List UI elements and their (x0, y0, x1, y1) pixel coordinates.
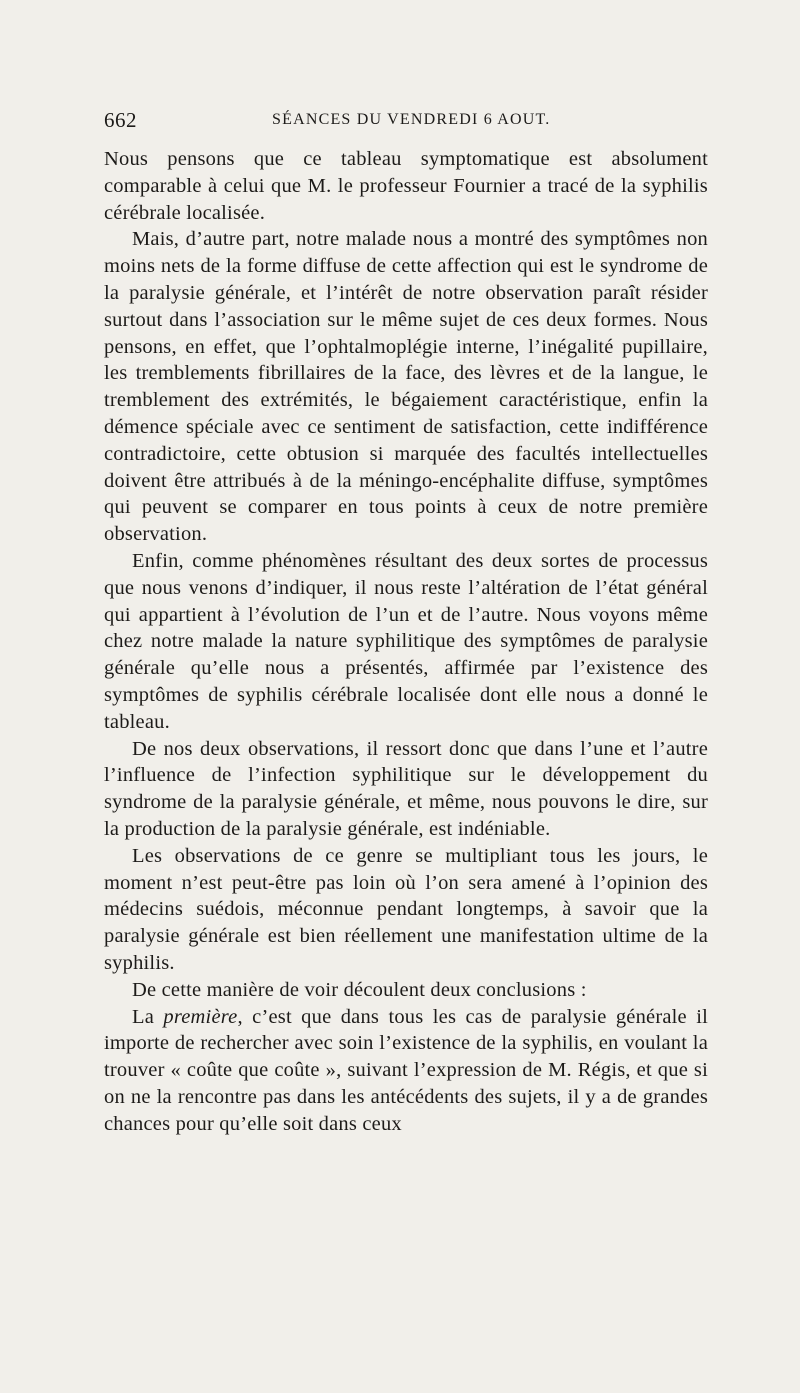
page-number: 662 (104, 108, 137, 132)
paragraph-7-lead: La (132, 1005, 164, 1028)
paragraph-5: Les observations de ce genre se multipliant tous les jours, le moment n’est peut-être pas loin où l’on sera amené à l’opinion des médecins suédois, méconnue pendant longtemps, à savoir que la paralysie générale est bien réellement une manifestation ultime de la syphilis. (104, 844, 708, 974)
body-text (104, 146, 708, 1137)
paragraph-2: Mais, d’autre part, notre malade nous a montré des symptômes non moins nets de la forme diffuse de cette affection qui est le syndrome de la paralysie générale, et l’intérêt de notre observation paraît résider surtout dans l’association sur le même sujet de ces deux formes. Nous pensons, en effet, que l’ophtalmoplégie interne, l’inégalité pupillaire, les tremblements fibrillaires de la face, des lèvres et de la langue, le tremblement des extrémités, le bégaiement caractéristique, enfin la démence spéciale avec ce sentiment de satisfaction, cette indifférence contradictoire, cette obtusion si marquée des facultés intellectuelles doivent être attribués à de la méningo-encéphalite diffuse, symptômes qui peuvent se comparer en tous points à ceux de notre première observation. (104, 228, 708, 546)
paragraph-4: De nos deux observations, il ressort donc que dans l’une et l’autre l’influence de l’infection syphilitique sur le développement du syndrome de la paralysie générale, et même, nous pouvons le dire, sur la production de la paralysie générale, est indéniable. (104, 737, 708, 840)
paragraph-6: De cette manière de voir découlent deux conclusions : (132, 978, 587, 1001)
paragraph-1: Nous pensons que ce tableau symptomatique est absolument comparable à celui que M. le professeur Fournier a tracé de la syphilis cérébrale localisée. (104, 148, 708, 224)
paragraph-7 (104, 1004, 708, 1138)
page-header (104, 108, 710, 138)
running-title: SÉANCES DU VENDREDI 6 AOUT. (272, 111, 551, 128)
paragraph-7-rest: , c’est que dans tous les cas de paralysie générale il importe de rechercher avec soin l’existence de la syphilis, en voulant la trouver « coûte que coûte », suivant l’expression de M. Régis, et que si on ne la rencontre pas dans les antécédents des sujets, il y a de grandes chances pour qu’elle soit dans ceux (104, 1005, 708, 1135)
paragraph-7-emphasis: première (163, 1005, 238, 1028)
paragraph-3: Enfin, comme phénomènes résultant des deux sortes de processus que nous venons d’indiquer, il nous reste l’altération de l’état général qui appartient à l’évolution de l’un et de l’autre. Nous voyons même chez notre malade la nature syphilitique des symptômes de paralysie générale qu’elle nous a présentés, affirmée par l’existence des symptômes de syphilis cérébrale localisée dont elle nous a donné le tableau. (104, 549, 708, 733)
